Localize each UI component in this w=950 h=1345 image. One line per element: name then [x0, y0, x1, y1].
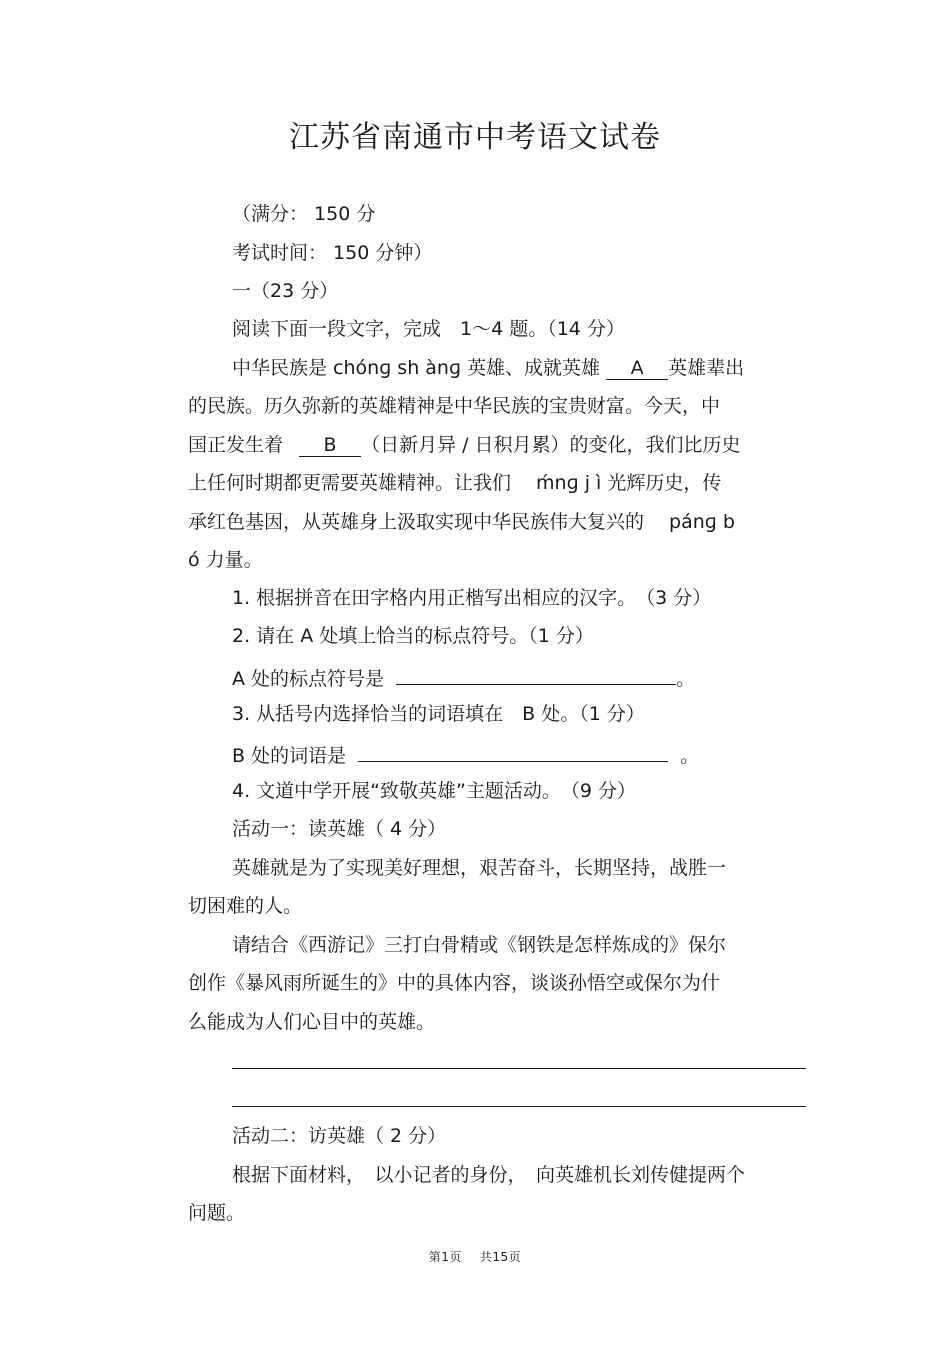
passage-text: （日新月异 / 日积月累）的变化，我们比历史: [361, 434, 741, 456]
section-heading: 一（23 分）: [232, 280, 339, 302]
passage-line-2: 的民族。历久弥新的英雄精神是中华民族的宝贵财富。今天，中: [188, 395, 721, 417]
answer-blank-b[interactable]: [358, 739, 668, 762]
activity-1-prompt: 请结合《西游记》三打白骨精或《钢铁是怎样炼成的》保尔: [232, 934, 727, 956]
page-title: 江苏省南通市中考语文试卷: [289, 120, 661, 155]
section-instruction: 阅读下面一段文字，完成 1～4 题。（14 分）: [232, 318, 625, 340]
question-1: 1. 根据拼音在田字格内用正楷写出相应的汉字。 （3 分）: [232, 587, 712, 609]
page-total: 共15页: [479, 1250, 522, 1264]
answer-rule-1[interactable]: [232, 1068, 806, 1069]
activity-2-paragraph: 根据下面材料， 以小记者的身份， 向英雄机长刘传健提两个: [232, 1164, 746, 1186]
activity-2-heading: 活动二：访英雄（ 2 分）: [232, 1125, 447, 1147]
passage-text: 中华民族是 chónɡ sh ànɡ 英雄、成就英雄: [232, 357, 601, 379]
question-3-answer-line: [232, 739, 699, 769]
question-2: 2. 请在 A 处填上恰当的标点符号。（1 分）: [232, 625, 594, 647]
passage-line-6: ó 力量。: [188, 549, 263, 571]
passage-text: 英雄辈出: [668, 357, 745, 379]
answer-prefix: A 处的标点符号是: [232, 668, 385, 690]
blank-a: A: [606, 357, 668, 380]
page-footer: [0, 1248, 950, 1265]
exam-time-line: 考试时间： 150 分钟）: [232, 242, 433, 264]
passage-line-5: 承红色基因，从英雄身上汲取实现中华民族伟大复兴的 pánɡ b: [188, 511, 735, 533]
activity-2-paragraph: 问题。: [188, 1202, 246, 1224]
page-number: 第1页: [428, 1250, 462, 1264]
activity-1-paragraph: 切困难的人。: [188, 895, 303, 917]
question-2-answer-line: [232, 662, 695, 692]
answer-suffix: 。: [680, 745, 700, 767]
passage-text: 国正发生着: [188, 434, 284, 456]
passage-line-4: 上任何时期都更需要英雄精神。让我们 ḿnɡ j ì 光辉历史，传: [188, 472, 722, 494]
passage-line-3: [188, 432, 741, 458]
blank-b: B: [299, 434, 361, 457]
answer-rule-2[interactable]: [232, 1106, 806, 1107]
answer-suffix: 。: [676, 668, 696, 690]
answer-blank-a[interactable]: [396, 662, 676, 685]
answer-prefix: B 处的词语是: [232, 745, 347, 767]
question-3: 3. 从括号内选择恰当的词语填在 B 处。（1 分）: [232, 703, 645, 725]
full-score-line: （满分： 150 分: [232, 203, 376, 225]
activity-1-prompt: 创作《暴风雨所诞生的》中的具体内容，谈谈孙悟空或保尔为什: [188, 972, 721, 994]
activity-1-paragraph: 英雄就是为了实现美好理想，艰苦奋斗，长期坚持，战胜一: [232, 857, 727, 879]
passage-line-1: [232, 355, 744, 381]
question-4: 4. 文道中学开展“致敬英雄”主题活动。 （9 分）: [232, 780, 636, 802]
activity-1-heading: 活动一：读英雄（ 4 分）: [232, 818, 447, 840]
activity-1-prompt: 么能成为人们心目中的英雄。: [188, 1011, 436, 1033]
